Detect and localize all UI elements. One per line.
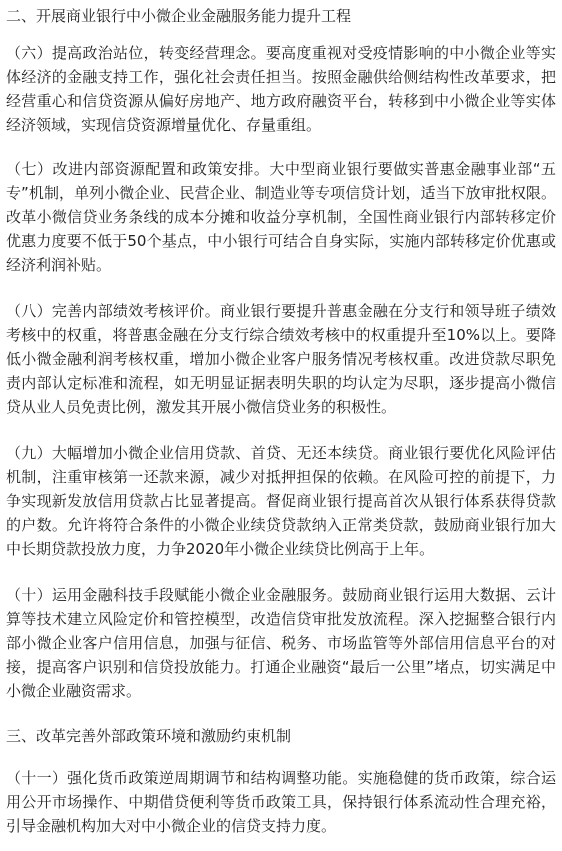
paragraph-7: （七）改进内部资源配置和政策安排。大中型商业银行要做实普惠金融事业部“五专”机制，单列小微企业、民营企业、制造业等专项信贷计划，适当下放审批权限。改革小微信贷业务条线的成本分摊和收益分享机制，全国性商业银行内部转移定价优惠力度要不低于50个基点，中小银行可结合自身实际，实施内部转移定价优惠或经济利润补贴。 <box>6 160 556 274</box>
paragraph-8: （八）完善内部绩效考核评价。商业银行要提升普惠金融在分支行和领导班子绩效考核中的权重，将普惠金融在分支行综合绩效考核中的权重提升至10%以上。要降低小微金融利润考核权重，增加小微企业客户服务情况考核权重。改进贷款尽职免责内部认定标准和流程，如无明显证据表明失职的均认定为尽职，逐步提高小微信贷从业人员免责比例，激发其开展小微信贷业务的积极性。 <box>6 302 556 416</box>
paragraph-6: （六）提高政治站位，转变经营理念。要高度重视对受疫情影响的中小微企业等实体经济的金融支持工作，强化社会责任担当。按照金融供给侧结构性改革要求，把经营重心和信贷资源从偏好房地产、地方政府融资平台，转移到中小微企业等实体经济领域，实现信贷资源增量优化、存量重组。 <box>6 44 556 134</box>
paragraph-10: （十）运用金融科技手段赋能小微企业金融服务。鼓励商业银行运用大数据、云计算等技术建立风险定价和管控模型，改造信贷审批发放流程。深入挖掘整合银行内部小微企业客户信用信息，加强与征信、税务、市场监管等外部信用信息平台的对接，提高客户识别和信贷投放能力。打通企业融资“最后一公里”堵点，切实满足中小微企业融资需求。 <box>6 586 556 700</box>
article-body <box>6 0 556 838</box>
section-heading-2: 二、开展商业银行中小微企业金融服务能力提升工程 <box>6 7 352 25</box>
paragraph-9: （九）大幅增加小微企业信用贷款、首贷、无还本续贷。商业银行要优化风险评估机制，注重审核第一还款来源，减少对抵押担保的依赖。在风险可控的前提下，力争实现新发放信用贷款占比显著提高。督促商业银行提高首次从银行体系获得贷款的户数。允许将符合条件的小微企业续贷贷款纳入正常类贷款，鼓励商业银行加大中长期贷款投放力度，力争2020年小微企业续贷比例高于上年。 <box>6 444 556 558</box>
paragraph-11: （十一）强化货币政策逆周期调节和结构调整功能。实施稳健的货币政策，综合运用公开市场操作、中期借贷便利等货币政策工具，保持银行体系流动性合理充裕，引导金融机构加大对中小微企业的信贷支持力度。 <box>6 769 556 835</box>
section-heading-3: 三、改革完善外部政策环境和激励约束机制 <box>6 727 292 745</box>
